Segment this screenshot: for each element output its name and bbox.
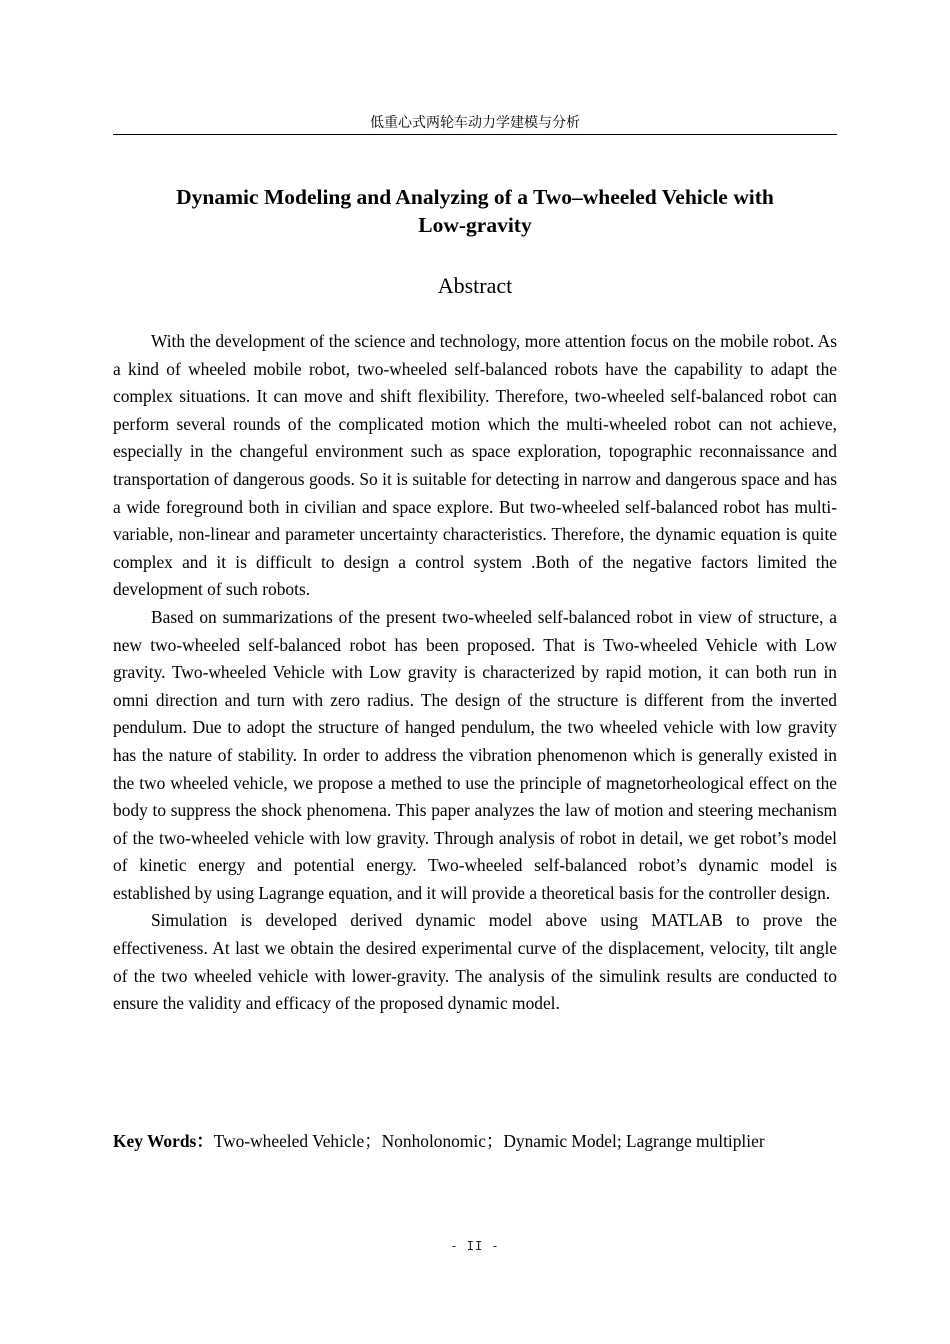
abstract-heading: Abstract — [437, 273, 513, 298]
keywords-list: Two-wheeled Vehicle；Nonholonomic；Dynamic Model; Lagrange multiplier — [213, 1131, 765, 1151]
page-number: - II - — [450, 1239, 500, 1253]
keywords-line — [113, 1128, 853, 1156]
abstract-paragraph-1: With the development of the science and technology, more attention focus on the mobile robot. As a kind of wheeled mobile robot, two-wheeled self-balanced robots have the capability to adapt the complex situations. It can move and shift flexibility. Therefore, two-wheeled self-balanced robot can perform several rounds of the complicated motion which the multi-wheeled robot can not achieve, especially in the changeful environment such as space exploration, topographic reconnaissance and transportation of dangerous goods. So it is suitable for detecting in narrow and dangerous space and has a wide foreground both in civilian and space explore. But two-wheeled self-balanced robot has multi-variable, non-linear and parameter uncertainty characteristics. Therefore, the dynamic equation is quite complex and it is difficult to design a control system .Both of the negative factors limited the development of such robots. — [113, 331, 837, 600]
paper-title-line-2: Low-gravity — [418, 213, 532, 237]
paper-title-line-1: Dynamic Modeling and Analyzing of a Two–wheeled Vehicle with — [176, 185, 774, 209]
paper-title — [113, 183, 837, 239]
abstract-paragraph-2: Based on summarizations of the present two-wheeled self-balanced robot in view of structure, a new two-wheeled self-balanced robot has been proposed. That is Two-wheeled Vehicle with Low gravity. Two-wheeled Vehicle with Low gravity is characterized by rapid motion, it can both run in omni direction and turn with zero radius. The design of the structure is different from the inverted pendulum. Due to adopt the structure of hanged pendulum, the two wheeled vehicle with low gravity has the nature of stability. In order to address the vibration phenomenon which is generally existed in the two wheeled vehicle, we propose a methed to use the principle of magnetorheological effect on the body to suppress the shock phenomena. This paper analyzes the law of motion and steering mechanism of the two-wheeled vehicle with low gravity. Through analysis of robot in detail, we get robot’s model of kinetic energy and potential energy. Two-wheeled self-balanced robot’s dynamic model is established by using Lagrange equation, and it will provide a theoretical basis for the controller design. — [113, 606, 837, 903]
abstract-paragraph-3: Simulation is developed derived dynamic model above using MATLAB to prove the effectiveness. At last we obtain the desired experimental curve of the displacement, velocity, tilt angle of the two wheeled vehicle with lower-gravity. The analysis of the simulink results are conducted to ensure the validity and efficacy of the proposed dynamic model. — [113, 910, 837, 1014]
abstract-body — [113, 328, 837, 1018]
header-rule — [113, 134, 837, 135]
running-header: 低重心式两轮车动力学建模与分析 — [370, 115, 580, 131]
keywords-label: Key Words： — [113, 1131, 214, 1151]
